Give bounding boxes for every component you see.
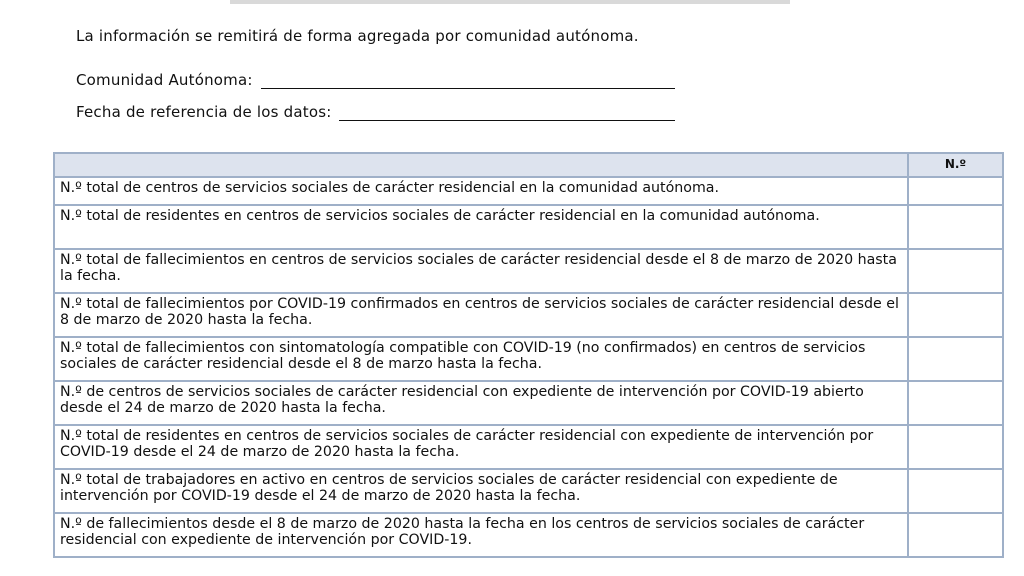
header-description [54, 153, 908, 177]
row-description: N.º total de fallecimientos con sintomatología compatible con COVID-19 (no confirmados) en centros de servicios sociales de carácter residencial desde el 8 de marzo hasta la fecha. [54, 337, 908, 381]
intro-text: La información se remitirá de forma agregada por comunidad autónoma. [76, 27, 639, 45]
table-row [54, 469, 1003, 513]
row-description: N.º de fallecimientos desde el 8 de marzo de 2020 hasta la fecha en los centros de servicios sociales de carácter residencial con expediente de intervención por COVID-19. [54, 513, 908, 557]
header-number: N.º [908, 153, 1003, 177]
row-value-cell[interactable] [908, 205, 1003, 249]
table-row [54, 177, 1003, 205]
row-description: N.º total de residentes en centros de servicios sociales de carácter residencial en la comunidad autónoma. [54, 205, 908, 249]
data-table [53, 152, 1004, 558]
table-row [54, 425, 1003, 469]
table-header-row [54, 153, 1003, 177]
fecha-label: Fecha de referencia de los datos: [76, 103, 332, 121]
row-description: N.º total de trabajadores en activo en centros de servicios sociales de carácter residencial con expediente de intervención por COVID-19 desde el 24 de marzo de 2020 hasta la fecha. [54, 469, 908, 513]
table-row [54, 205, 1003, 249]
row-value-cell[interactable] [908, 177, 1003, 205]
row-value-cell[interactable] [908, 425, 1003, 469]
comunidad-label: Comunidad Autónoma: [76, 71, 253, 89]
cropped-heading-remnant [230, 0, 790, 4]
fecha-input-line[interactable] [339, 106, 675, 121]
row-description: N.º total de centros de servicios sociales de carácter residencial en la comunidad autónoma. [54, 177, 908, 205]
comunidad-field [76, 71, 675, 89]
row-value-cell[interactable] [908, 293, 1003, 337]
row-value-cell[interactable] [908, 337, 1003, 381]
comunidad-input-line[interactable] [261, 74, 675, 89]
fecha-field [76, 103, 675, 121]
row-value-cell[interactable] [908, 469, 1003, 513]
row-value-cell[interactable] [908, 513, 1003, 557]
row-description: N.º total de fallecimientos por COVID-19 confirmados en centros de servicios sociales de carácter residencial desde el 8 de marzo de 2020 hasta la fecha. [54, 293, 908, 337]
row-value-cell[interactable] [908, 249, 1003, 293]
table-row [54, 337, 1003, 381]
table-row [54, 293, 1003, 337]
table-row [54, 381, 1003, 425]
table-row [54, 249, 1003, 293]
row-description: N.º de centros de servicios sociales de carácter residencial con expediente de intervención por COVID-19 abierto desde el 24 de marzo de 2020 hasta la fecha. [54, 381, 908, 425]
row-description: N.º total de residentes en centros de servicios sociales de carácter residencial con expediente de intervención por COVID-19 desde el 24 de marzo de 2020 hasta la fecha. [54, 425, 908, 469]
table-row [54, 513, 1003, 557]
row-value-cell[interactable] [908, 381, 1003, 425]
row-description: N.º total de fallecimientos en centros de servicios sociales de carácter residencial desde el 8 de marzo de 2020 hasta la fecha. [54, 249, 908, 293]
